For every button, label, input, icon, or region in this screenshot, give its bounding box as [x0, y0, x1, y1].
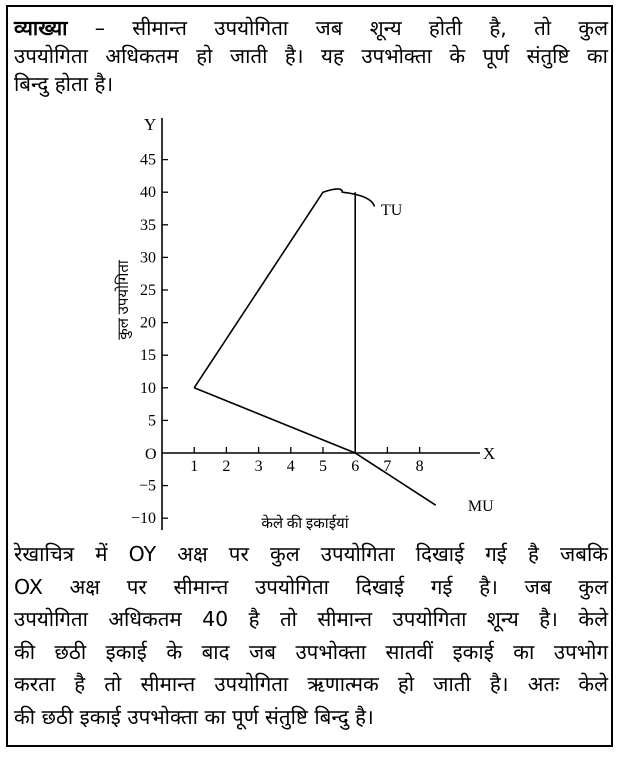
conclusion-line-6: की छठी इकाई उपभोक्ता का पूर्ण संतुष्टि बिन्दु है। [14, 704, 374, 729]
x-tick-label: 4 [286, 458, 295, 475]
conclusion-paragraph [14, 538, 608, 733]
y-tick-label: 30 [140, 249, 156, 267]
x-tick-label: 1 [190, 458, 199, 475]
x-tick-label: 6 [351, 458, 360, 475]
mu-line [194, 388, 436, 505]
y-tick-label: 45 [140, 151, 156, 169]
explanation-heading: व्याख्या [14, 16, 68, 40]
x-axis-name: X [483, 444, 496, 463]
y-axis-name: Y [144, 115, 157, 134]
explanation-line-2: उपयोगिता अधिकतम हो जाती है। यह उपभोक्ता के पूर्ण संतुष्टि का [14, 44, 608, 68]
y-tick-label: 40 [140, 184, 156, 202]
y-tick-label: 15 [140, 347, 156, 365]
y-tick-label: −5 [138, 477, 156, 495]
x-tick-label: 3 [254, 458, 263, 475]
tu-series-label: TU [380, 202, 403, 220]
x-tick-label: 5 [319, 458, 327, 475]
x-tick-label: 7 [383, 458, 392, 475]
conclusion-line-4: की छठी इकाई के बाद जब उपभोक्ता सातवीं इकाई का उपभोग [14, 639, 608, 664]
y-tick-label: 25 [140, 282, 156, 299]
conclusion-line-1: रेखाचित्र में OY अक्ष पर कुल उपयोगिता दिखाई गई है जबकि [14, 542, 608, 566]
y-tick-label: 5 [148, 412, 156, 430]
conclusion-line-3: उपयोगिता अधिकतम 40 है तो सीमान्त उपयोगिता शून्य है। केले [14, 607, 608, 631]
y-tick-label: 10 [140, 379, 156, 397]
y-tick-label: 35 [140, 216, 156, 234]
conclusion-line-5: करता है तो सीमान्त उपयोगिता ऋणात्मक हो जाती है। अतः केले [14, 672, 608, 696]
origin-label: O [145, 446, 157, 463]
explanation-text-1: – सीमान्त उपयोगिता जब शून्य होती है, तो कुल [67, 16, 608, 40]
y-axis-label: कुल उपयोगिता [116, 260, 132, 340]
mu-series-label: MU [467, 498, 494, 516]
y-tick-label: 20 [140, 314, 156, 332]
x-tick-label: 2 [222, 458, 231, 475]
x-axis-label: केले की इकाईयां [261, 516, 349, 532]
y-tick-label: −10 [130, 510, 156, 528]
x-tick-label: 8 [415, 458, 424, 475]
conclusion-line-2: OX अक्ष पर सीमान्त उपयोगिता दिखाई गई है। जब कुल [14, 574, 608, 599]
explanation-line-3: बिन्दु होता है। [14, 72, 114, 96]
tu-curve [194, 189, 374, 388]
